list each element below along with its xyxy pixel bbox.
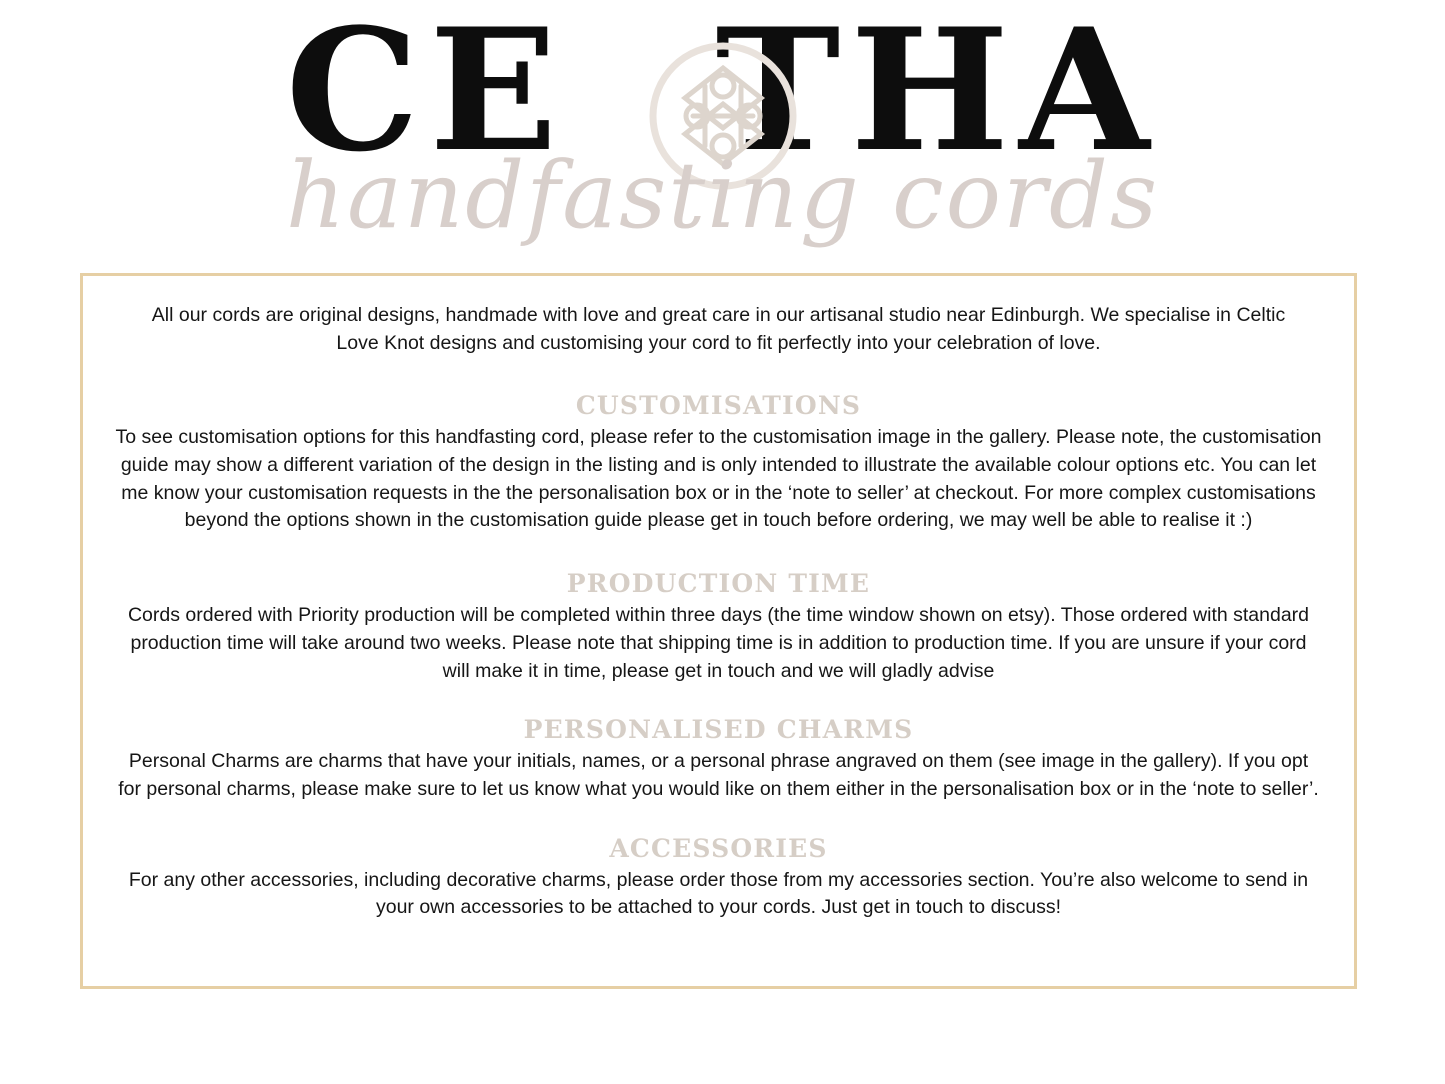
section-customisations [113,391,1324,535]
section-body: To see customisation options for this handfasting cord, please refer to the customisation image in the gallery. Please note, the customisation guide may show a different variation of the design in the listing and is only intended to illustrate the available colour options etc. You can let me know your customisation requests in the the personalisation box or in the ‘note to seller’ at checkout. For more complex customisations beyond the options shown in the customisation guide please get in touch before ordering, we may well be able to realise it :) [115,426,1322,532]
section-personalised-charms [113,715,1324,803]
brand-wordmark-left: CE [285,0,568,189]
logo-header [0,0,1445,268]
section-body: Cords ordered with Priority production will be completed within three days (the time window shown on etsy). Those ordered with standard production time will take around two weeks. Please note that shipping time is in addition to production time. If you are unsure if your cord will make it in time, please get in touch and we will gladly advise [127,604,1310,682]
section-title: PRODUCTION TIME [566,569,871,599]
info-panel [80,273,1357,989]
section-title: PERSONALISED CHARMS [523,715,914,745]
section-body: Personal Charms are charms that have your initials, names, or a personal phrase angraved on them (see image in the gallery). If you opt for personal charms, please make sure to let us know what you would like on them either in the personalisation box or in the ‘note to seller’. [118,750,1319,800]
section-title: CUSTOMISATIONS [575,391,862,421]
section-accessories [113,834,1324,922]
section-body: For any other accessories, including decorative charms, please order those from my accessories section. You’re also welcome to send in your own accessories to be attached to your cords. Just get in touch to discuss! [128,868,1309,919]
section-title: ACCESSORIES [609,833,828,863]
intro-paragraph: All our cords are original designs, handmade with love and great care in our artisanal studio near Edinburgh. We specialise in Celtic Love Knot designs and customising your cord to fit perfectly into your celebration of love. [151,304,1286,354]
brand-wordmark-right: THA [715,0,1160,189]
section-production-time [113,569,1324,685]
brand-tagline: handfasting cords [285,142,1160,249]
